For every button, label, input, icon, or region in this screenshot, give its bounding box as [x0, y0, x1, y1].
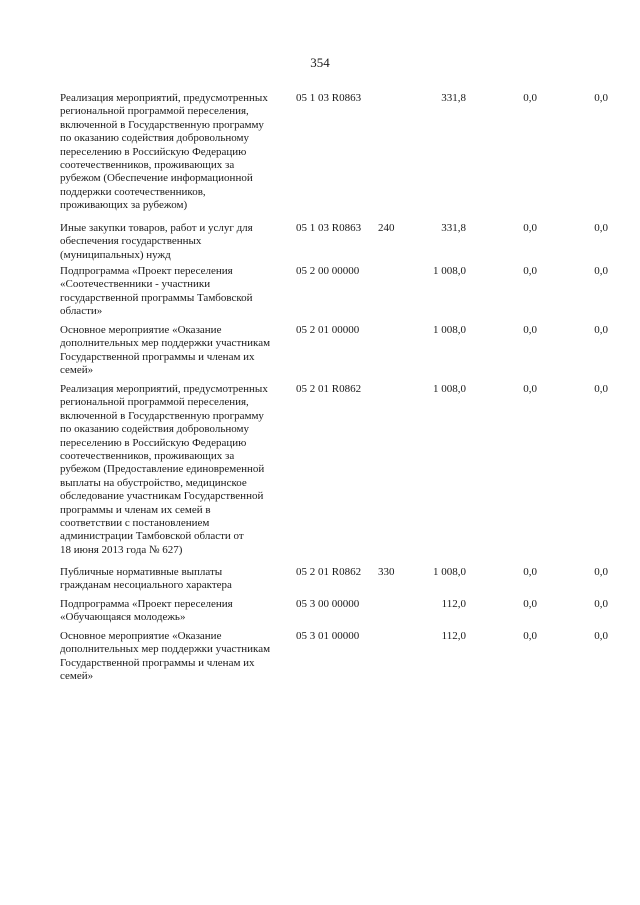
row-value-2: 0,0	[523, 383, 537, 395]
row-value-2: 0,0	[523, 566, 537, 578]
row-name: Реализация мероприятий, предусмотренных региональной программой переселения, включенной в Государственную программу по оказанию содействия добровольному переселению в Российскую Федерацию соотечественников, проживающих за рубежом (Обеспечение информационной поддержки соотечественников, проживающих за рубежом)	[60, 92, 268, 212]
row-value-1: 331,8	[441, 92, 466, 104]
row-name: Иные закупки товаров, работ и услуг для обеспечения государственных (муниципальных) нужд	[60, 222, 253, 261]
row-name: Основное мероприятие «Оказание дополнительных мер поддержки участникам Государственной программы и членам их семей»	[60, 324, 271, 377]
row-value-3: 0,0	[594, 92, 608, 104]
row-value-1: 331,8	[441, 222, 466, 234]
row-value-3: 0,0	[594, 630, 608, 642]
row-value-1: 1 008,0	[433, 566, 466, 578]
row-code: 05 2 00 00000	[296, 265, 360, 277]
row-code: 05 2 01 R0862	[296, 566, 362, 578]
row-code: 05 2 01 00000	[296, 324, 360, 336]
row-value-3: 0,0	[594, 265, 608, 277]
row-expense-type: 240	[378, 222, 395, 234]
row-name: Подпрограмма «Проект переселения «Соотечественники - участники государственной программы Тамбовской области»	[60, 265, 253, 318]
page-number: 354	[310, 55, 330, 70]
row-name: Публичные нормативные выплаты гражданам несоциального характера	[60, 566, 232, 592]
row-value-2: 0,0	[523, 265, 537, 277]
row-code: 05 2 01 R0862	[296, 383, 362, 395]
row-value-3: 0,0	[594, 383, 608, 395]
row-value-1: 1 008,0	[433, 265, 466, 277]
row-value-3: 0,0	[594, 566, 608, 578]
row-value-1: 112,0	[441, 598, 466, 610]
row-value-3: 0,0	[594, 324, 608, 336]
row-name: Реализация мероприятий, предусмотренных региональной программой переселения, включенной в Государственную программу по оказанию содействия добровольному переселению в Российскую Федерацию соотечественников, проживающих за рубежом (Предоставление единовременной выплаты на обустройство, медицинское обследование участникам Государственной программы и членам их семей в соответствии с постановлением администрации Тамбовской области от 18 июня 2013 года № 627)	[60, 383, 268, 556]
row-name: Подпрограмма «Проект переселения «Обучающаяся молодежь»	[60, 598, 233, 624]
row-expense-type: 330	[378, 566, 395, 578]
row-code: 05 1 03 R0863	[296, 92, 362, 104]
row-code: 05 3 00 00000	[296, 598, 360, 610]
row-value-1: 112,0	[441, 630, 466, 642]
row-value-1: 1 008,0	[433, 383, 466, 395]
row-value-2: 0,0	[523, 222, 537, 234]
row-value-3: 0,0	[594, 598, 608, 610]
row-value-2: 0,0	[523, 598, 537, 610]
row-name: Основное мероприятие «Оказание дополнительных мер поддержки участникам Государственной программы и членам их семей»	[60, 630, 271, 683]
row-value-1: 1 008,0	[433, 324, 466, 336]
row-code: 05 1 03 R0863	[296, 222, 362, 234]
row-value-2: 0,0	[523, 92, 537, 104]
row-value-3: 0,0	[594, 222, 608, 234]
row-value-2: 0,0	[523, 630, 537, 642]
row-value-2: 0,0	[523, 324, 537, 336]
row-code: 05 3 01 00000	[296, 630, 360, 642]
